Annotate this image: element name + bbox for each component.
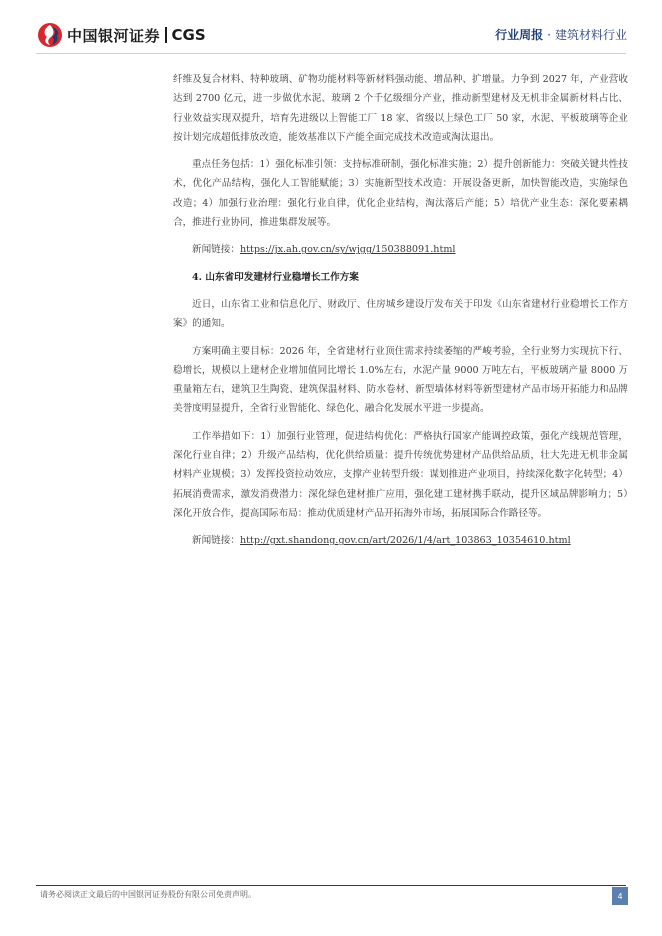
footer-divider — [36, 885, 626, 886]
news-link-2 — [173, 531, 628, 550]
logo-divider — [165, 27, 167, 43]
main-content — [173, 70, 628, 559]
industry-name: 建筑材料行业 — [554, 28, 627, 42]
report-type: 行业周报 — [495, 28, 544, 42]
section-heading-shandong: 4. 山东省印发建材行业稳增长工作方案 — [192, 271, 359, 283]
paragraph-shandong-intro: 近日，山东省工业和信息化厅、财政厅、住房城乡建设厅发布关于印发《山东省建材行业稳增长工作方案》的通知。 — [173, 298, 628, 330]
paragraph-shandong-measures: 工作举措如下：1）加强行业管理，促进结构优化：严格执行国家产能调控政策，强化产线规范管理，深化行业自律；2）升级产品结构，优化供给质量：提升传统优势建材产品供给品质，壮大先进无机非金属材料产业规模；3）发挥投资拉动效应，支撑产业转型升级：谋划推进产业项目，持续深化数字化转型；4）拓展消费需求，激发消费潜力：深化绿色建材推广应用，强化建工建材携手联动，提升区域品牌影响力；5）深化开放合作，提高国际布局：推动优质建材产品开拓海外市场，拓展国际合作路径等。 — [173, 430, 628, 519]
header-separator: · — [547, 28, 551, 42]
paragraph-targets-continued: 纤维及复合材料、特种玻璃、矿物功能材料等新材料强动能、增品种、扩增量。力争到 2027 年，产业营收达到 2700 亿元，进一步做优水泥、玻璃 2 个千亿级细分产业，推动新型建材及无机非金属新材料占比、行业效益实现双提升，培育先进级以上智能工厂 18 家、省级以上绿色工厂 50 家，水泥、平板玻璃等企业按计划完成超低排放改造，能效基准以下产能全面完成技术改造或淘汰退出。 — [173, 74, 628, 143]
report-category — [495, 26, 627, 43]
page-number: 4 — [612, 887, 628, 905]
page-header — [0, 0, 662, 56]
cgs-logo-mark-icon — [37, 22, 63, 48]
news-link-label: 新闻链接： — [192, 244, 240, 256]
news-link-url[interactable]: http://gxt.shandong.gov.cn/art/2026/1/4/art_103863_10354610.html — [239, 535, 571, 547]
paragraph-shandong-goals: 方案明确主要目标：2026 年，全省建材行业顶住需求持续萎缩的严峻考验，全行业努力实现抗下行、稳增长，规模以上建材企业增加值同比增长 1.0%左右，水泥产量 9000 万吨左右，平板玻璃产量 8000 万重量箱左右，建筑卫生陶瓷、建筑保温材料、防水卷材、新型墙体材料等新型建材产品市场开拓能力和品牌美誉度明显提升，全省行业智能化、绿色化、融合化发展水平进一步提高。 — [173, 345, 628, 415]
logo-en-text: CGS — [171, 26, 206, 44]
footer-disclaimer: 请务必阅读正文最后的中国银河证券股份有限公司免责声明。 — [40, 890, 256, 899]
paragraph-key-tasks: 重点任务包括：1）强化标准引领：支持标准研制，强化标准实施；2）提升创新能力：突破关键共性技术，优化产品结构，强化人工智能赋能；3）实施新型技术改造：开展设备更新，加快智能改造，实施绿色改造；4）加强行业治理：强化行业自律，优化企业结构，淘汰落后产能；5）培优产业生态：深化要素耦合，推进行业协同，推进集群发展等。 — [173, 159, 628, 229]
header-divider — [36, 53, 626, 54]
news-link-url[interactable]: https://jx.ah.gov.cn/sy/wjgg/150388091.html — [239, 244, 456, 256]
news-link-label: 新闻链接： — [192, 535, 240, 547]
cgs-logo — [37, 22, 206, 48]
news-link-1 — [173, 240, 628, 259]
logo-cn-text: 中国银河证券 — [67, 26, 161, 45]
